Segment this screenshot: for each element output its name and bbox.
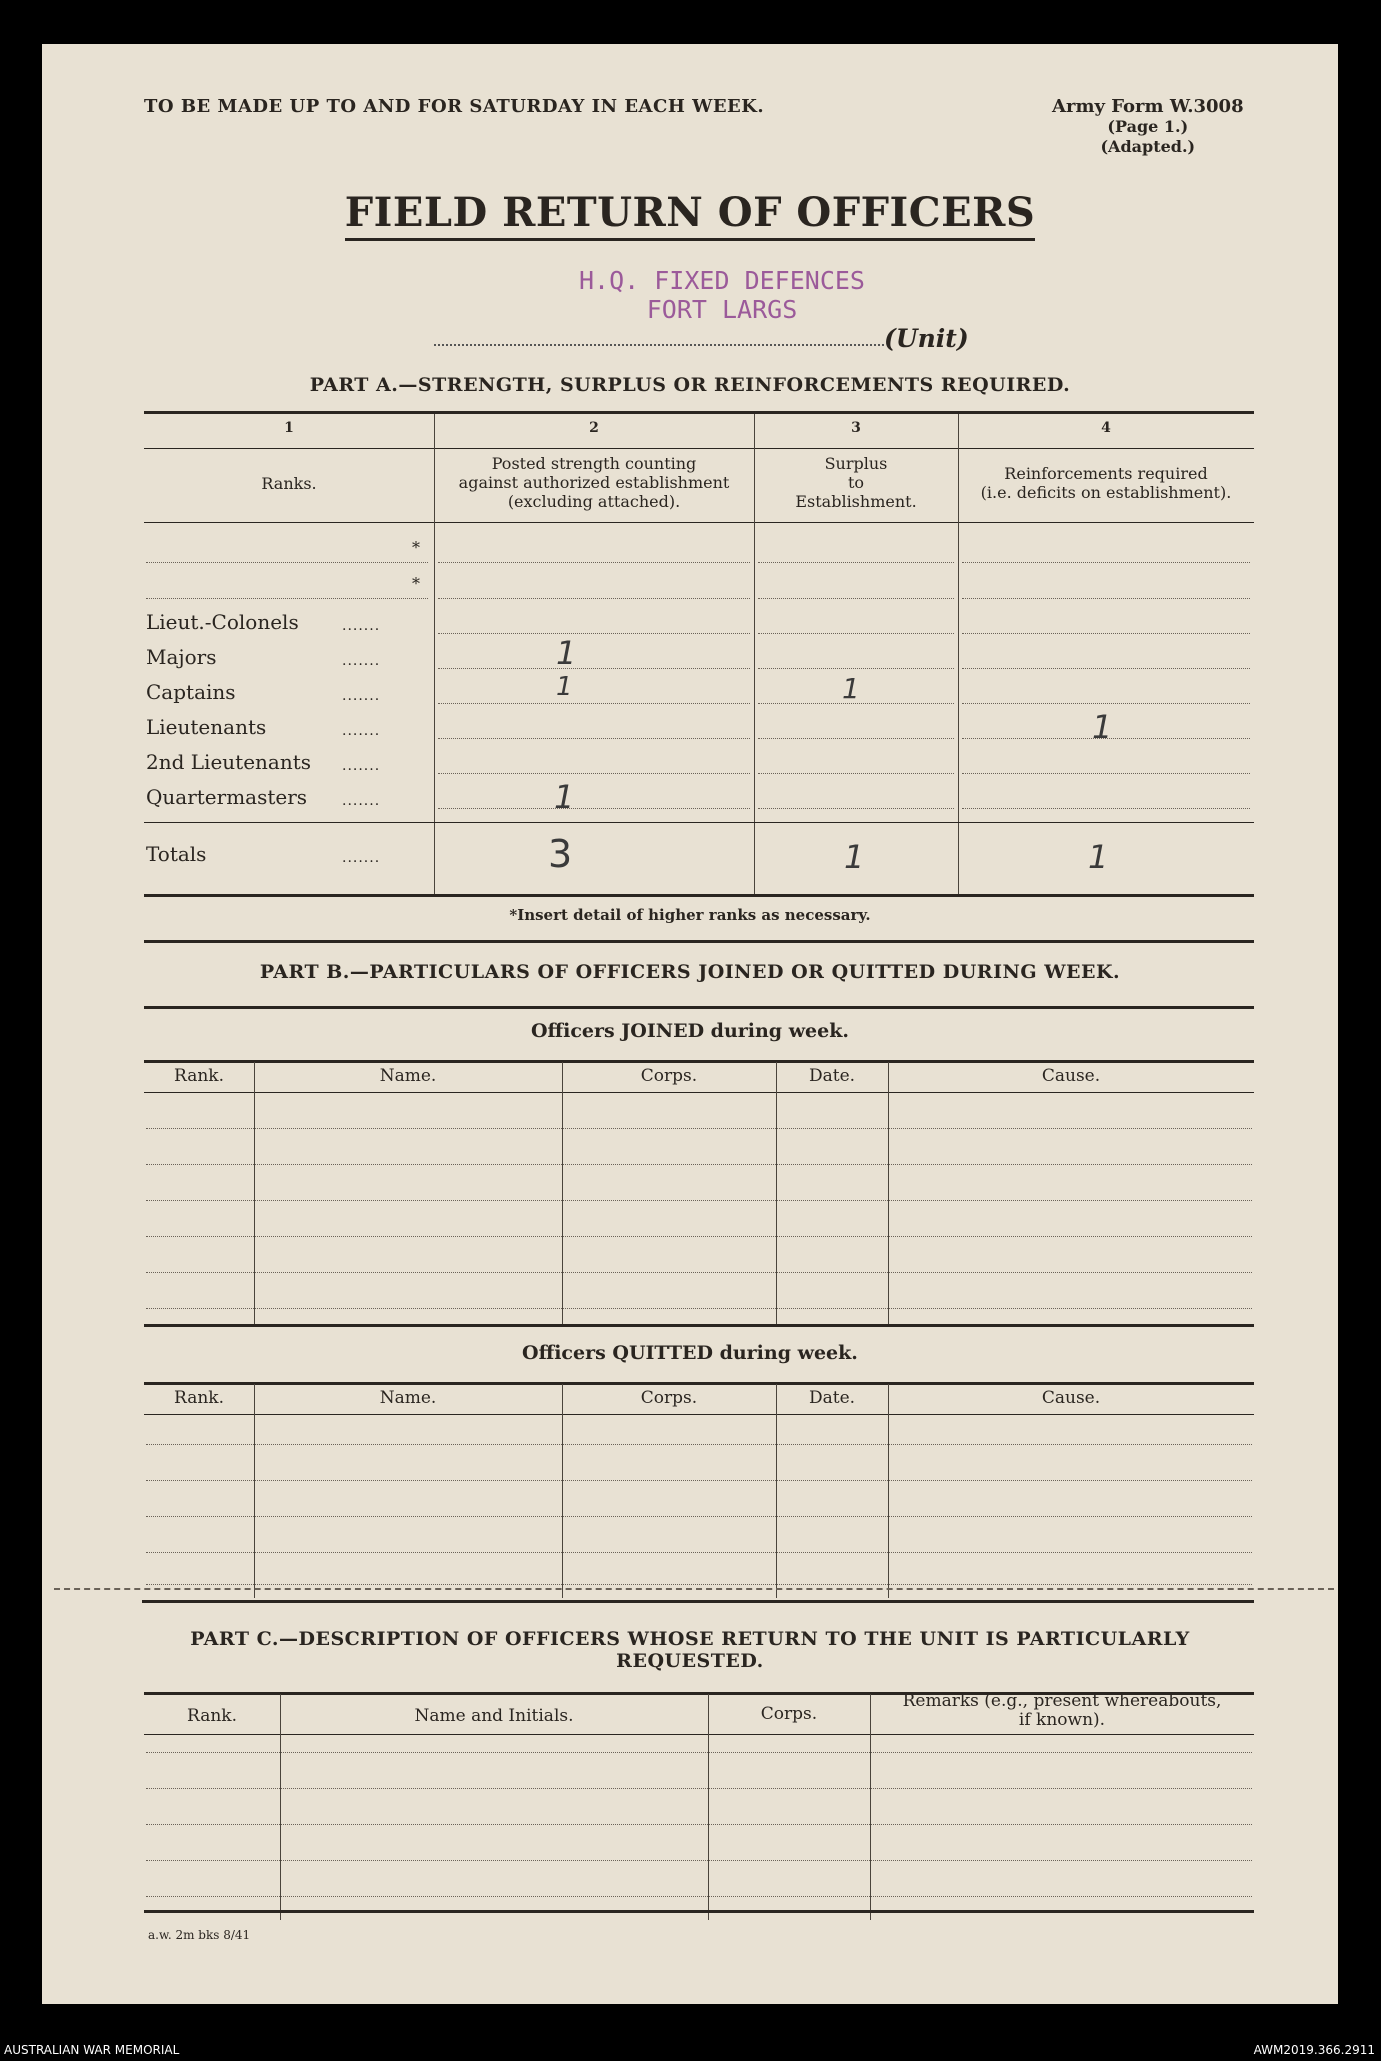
col-header-surplus: Surplus to Establishment. <box>795 454 917 511</box>
captains-surplus-entry: 1 <box>842 672 860 705</box>
perforation-line <box>54 1588 1334 1590</box>
form-page <box>42 44 1338 2004</box>
rank-leader-dots: ....... <box>342 653 381 669</box>
totals-leader-dots: ....... <box>342 850 381 866</box>
col-header-ranks: Ranks. <box>261 474 317 493</box>
print-code: a.w. 2m bks 8/41 <box>148 1928 251 1942</box>
part-c-col-remarks: Remarks (e.g., present whereabouts, if known). <box>902 1691 1222 1730</box>
stamp-line-2: FORT LARGS <box>646 295 798 324</box>
total-reinforcements: 1 <box>1088 838 1109 876</box>
quitted-title: Officers QUITTED during week. <box>522 1342 858 1364</box>
col-number-2: 2 <box>589 420 599 436</box>
rank-lieutenants: Lieutenants <box>146 715 267 739</box>
majors-posted-entry: 1 <box>556 634 577 672</box>
joined-col-rank: Rank. <box>174 1066 224 1086</box>
page-number: (Page 1.) <box>1107 117 1189 136</box>
joined-col-corps: Corps. <box>640 1066 698 1086</box>
quitted-col-corps: Corps. <box>640 1388 698 1408</box>
stamp-line-1: H.Q. FIXED DEFENCES <box>579 266 865 295</box>
part-a-footnote: *Insert detail of higher ranks as necessary. <box>509 906 871 924</box>
rank-leader-dots: ....... <box>342 618 381 634</box>
joined-col-cause: Cause. <box>1041 1066 1101 1086</box>
form-number-block <box>1052 96 1244 157</box>
quitted-col-name: Name. <box>379 1388 437 1408</box>
credit-left: AUSTRALIAN WAR MEMORIAL <box>4 2043 180 2057</box>
totals-label: Totals <box>146 842 207 866</box>
col-header-reinforcements: Reinforcements required (i.e. deficits on establishment). <box>980 464 1232 502</box>
col-number-1: 1 <box>284 420 294 436</box>
quartermasters-posted-entry: 1 <box>554 778 575 816</box>
quitted-col-rank: Rank. <box>174 1388 224 1408</box>
joined-col-date: Date. <box>808 1066 856 1086</box>
asterisk-2: * <box>412 574 420 593</box>
joined-title: Officers JOINED during week. <box>530 1020 850 1042</box>
col-number-3: 3 <box>851 420 861 436</box>
col-header-posted: Posted strength counting against authorized establishment (excluding attached). <box>458 454 730 511</box>
rank-leader-dots: ....... <box>342 723 381 739</box>
rank-leader-dots: ....... <box>342 758 381 774</box>
rank-leader-dots: ....... <box>342 793 381 809</box>
credit-right: AWM2019.366.2911 <box>1253 2043 1375 2057</box>
captains-posted-entry: 1 <box>556 672 573 702</box>
rank-majors: Majors <box>146 645 217 669</box>
quitted-col-cause: Cause. <box>1041 1388 1101 1408</box>
part-c-col-corps: Corps. <box>760 1704 818 1724</box>
col-number-4: 4 <box>1101 420 1111 436</box>
rank-lieut-colonels: Lieut.-Colonels <box>146 610 299 634</box>
joined-col-name: Name. <box>379 1066 437 1086</box>
part-b-heading: PART B.—PARTICULARS OF OFFICERS JOINED OR QUITTED DURING WEEK. <box>259 961 1121 983</box>
unit-label: (Unit) <box>884 324 969 353</box>
unit-field-line <box>434 344 884 346</box>
part-c-col-name: Name and Initials. <box>414 1706 574 1726</box>
adapted-note: (Adapted.) <box>1100 137 1196 156</box>
part-c-heading: PART C.—DESCRIPTION OF OFFICERS WHOSE RETURN TO THE UNIT IS PARTICULARLY REQUESTED. <box>190 1628 1190 1672</box>
quitted-col-date: Date. <box>808 1388 856 1408</box>
form-title: FIELD RETURN OF OFFICERS <box>42 189 1338 236</box>
asterisk-1: * <box>412 538 420 557</box>
unit-stamp <box>522 266 922 324</box>
part-c-col-rank: Rank. <box>187 1706 237 1726</box>
rank-quartermasters: Quartermasters <box>146 785 308 809</box>
total-posted: 3 <box>548 832 573 876</box>
rank-2nd-lieutenants: 2nd Lieutenants <box>146 750 312 774</box>
part-a-heading: PART A.—STRENGTH, SURPLUS OR REINFORCEMENTS REQUIRED. <box>309 374 1071 396</box>
total-surplus: 1 <box>844 838 865 876</box>
form-number: Army Form W.3008 <box>1052 96 1244 117</box>
lieutenants-reinforcements-entry: 1 <box>1092 708 1113 746</box>
rank-captains: Captains <box>146 680 236 704</box>
instruction-text: TO BE MADE UP TO AND FOR SATURDAY IN EACH WEEK. <box>144 96 765 117</box>
rank-leader-dots: ....... <box>342 688 381 704</box>
